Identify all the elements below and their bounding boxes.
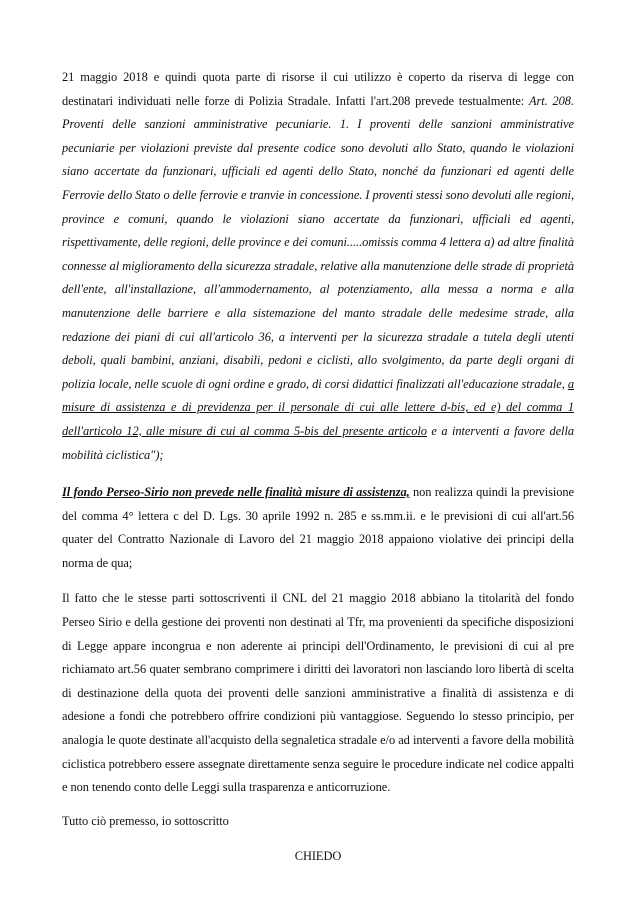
heading-chiedo: CHIEDO xyxy=(294,849,342,864)
paragraph-art208 xyxy=(62,66,574,467)
paragraph-premise: Tutto ciò premesso, io sottoscritto xyxy=(62,813,229,828)
paragraph-cnl: Il fatto che le stesse parti sottoscriventi il CNL del 21 maggio 2018 abbiano la titolarità del fondo Perseo Sirio e della gestione dei proventi non destinati al Tfr, ma provenienti da specifiche disposizioni di Legge appare incongrua e non aderente ai principi dell'Ordinamento, le previsioni di cui al pre richiamato art.56 quater sembrano comprimere i diritti dei lavoratori non lasciando loro libertà di scelta di destinazione della quota dei proventi delle sanzioni amministrative a finalità di assistenza e di adesione a fondi che potrebbero offrire condizioni più vantaggiose. Seguendo lo stesso principio, per analogia le quote destinate all'acquisto della segnaletica stradale e/o ad interventi a favore della mobilità ciclistica potrebbero essere assegnate direttamente senza seguire le procedure indicate nel codice appalti e non tenendo conto delle Leggi sulla trasparenza e anticorruzione. xyxy=(62,591,574,795)
paragraph-intro: 21 maggio 2018 e quindi quota parte di risorse il cui utilizzo è coperto da riserva di legge con destinatari individuati nelle forze di Polizia Stradale. Infatti l'art.208 prevede testualmente: xyxy=(62,70,574,108)
quote-underlined: a misure di assistenza e di previdenza per il personale di cui alle lettere d-bis, ed e) del comma 1 dell'articolo 12, alle misure di cui al comma 5-bis del presente articolo xyxy=(62,376,574,438)
quote-art208: Art. 208. Proventi delle sanzioni amministrative pecuniarie. 1. I proventi delle sanzioni amministrative pecuniarie per violazioni previste dal presente codice sono devoluti allo Stato, quando le violazioni siano accertate da funzionari, ufficiali ed agenti dello Stato, nonché da funzionari ed agenti delle Ferrovie dello Stato o delle ferrovie e tranvie in concessione. I proventi stessi sono devoluti alle regioni, province e comuni, quando le violazioni siano accertate da funzionari, ufficiali ed agenti, rispettivamente, delle regioni, delle province e dei comuni.....omissis comma 4 lettera a) ad altre finalità connesse al miglioramento della sicurezza stradale, relative alla manutenzione delle strade di proprietà dell'ente, all'installazione, all'ammodernamento, al potenziamento, alla messa a norma e alla manutenzione delle barriere e alla sistemazione del manto stradale delle medesime strade, alla redazione dei piani di cui all'articolo 36, a interventi per la sicurezza stradale a tutela degli utenti deboli, quali bambini, anziani, disabili, pedoni e ciclisti, allo svolgimento, da parte degli organi di polizia locale, nelle scuole di ogni ordine e grado, di corsi didattici finalizzati all'educazione stradale, xyxy=(62,93,574,391)
document-page xyxy=(62,66,574,881)
quote-end: e a interventi a favore della mobilità ciclistica"); xyxy=(62,423,574,462)
paragraph-perseo-rest: non realizza quindi la previsione del comma 4° lettera c del D. Lgs. 30 aprile 1992 n. 285 e ss.mm.ii. e le previsioni di cui all'art.56 quater del Contratto Nazionale di Lavoro del 21 maggio 2018 appaiono violative dei principi della norma de qua; xyxy=(62,485,574,570)
paragraph-perseo-sirio xyxy=(62,481,574,575)
emphasis-perseo-sirio: Il fondo Perseo-Sirio non prevede nelle finalità misure di assistenza, xyxy=(62,485,410,500)
